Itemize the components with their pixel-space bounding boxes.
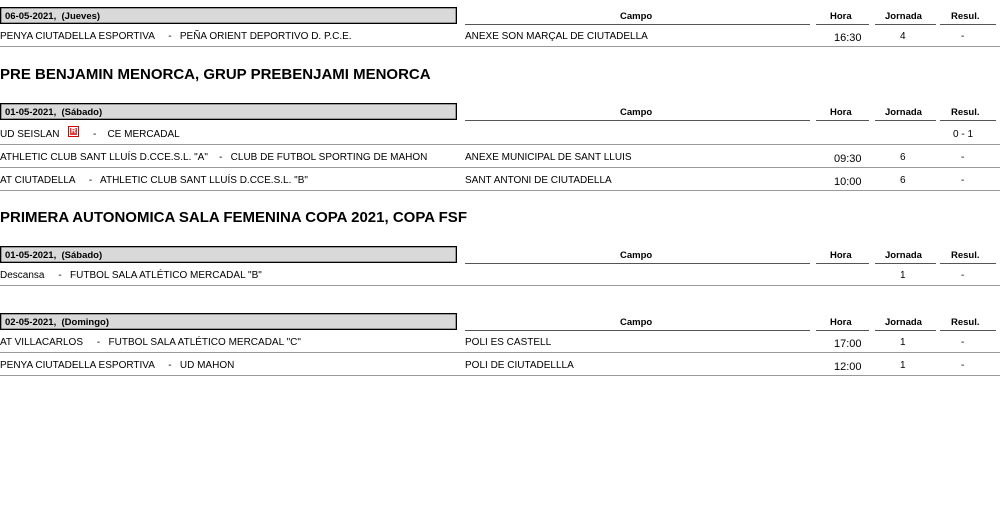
match-home-team: UD SEISLAN	[0, 129, 60, 140]
match-campo: ANEXE MUNICIPAL DE SANT LLUIS	[465, 152, 632, 163]
match-jornada: 1	[900, 337, 906, 348]
row-divider	[0, 352, 1000, 353]
header-underline	[465, 24, 810, 25]
header-underline	[816, 120, 869, 121]
reserve-badge-icon: R	[68, 126, 79, 137]
match-resul: -	[961, 337, 965, 348]
header-campo: Campo	[620, 250, 653, 261]
match-teams: AT VILLACARLOS - FUTBOL SALA ATLÉTICO MERCADAL "C"	[0, 337, 301, 348]
match-resul: 0 - 1	[953, 129, 974, 140]
row-divider	[0, 144, 1000, 145]
match-campo: POLI DE CIUTADELLLA	[465, 360, 574, 371]
match-away-team: - CE MERCADAL	[93, 129, 180, 140]
date-header	[0, 7, 457, 24]
match-resul: -	[961, 360, 965, 371]
header-campo: Campo	[620, 11, 653, 22]
header-underline	[875, 263, 936, 264]
match-resul: -	[961, 31, 965, 42]
row-divider	[0, 190, 1000, 191]
match-jornada: 1	[900, 270, 906, 281]
date-label: 06-05-2021, (Jueves)	[5, 11, 101, 22]
match-resul: -	[961, 270, 965, 281]
header-hora: Hora	[830, 107, 852, 118]
header-resul: Resul.	[951, 250, 980, 261]
match-jornada: 6	[900, 175, 906, 186]
header-underline	[816, 263, 869, 264]
match-resul: -	[961, 152, 965, 163]
header-underline	[875, 120, 936, 121]
match-hora: 16:30	[834, 32, 862, 44]
match-jornada: 4	[900, 31, 906, 42]
header-underline	[465, 263, 810, 264]
header-underline	[940, 120, 996, 121]
row-divider	[0, 375, 1000, 376]
header-underline	[465, 330, 810, 331]
header-jornada: Jornada	[885, 317, 922, 328]
header-jornada: Jornada	[885, 107, 922, 118]
match-resul: -	[961, 175, 965, 186]
header-resul: Resul.	[951, 317, 980, 328]
header-underline	[875, 24, 936, 25]
date-label: 02-05-2021, (Domingo)	[5, 317, 109, 328]
header-campo: Campo	[620, 107, 653, 118]
match-campo: ANEXE SON MARÇAL DE CIUTADELLA	[465, 31, 648, 42]
match-teams: PENYA CIUTADELLA ESPORTIVA - UD MAHON	[0, 360, 235, 371]
header-hora: Hora	[830, 317, 852, 328]
match-teams: PENYA CIUTADELLA ESPORTIVA - PEÑA ORIENT DEPORTIVO D. P.C.E.	[0, 31, 352, 42]
match-jornada: 6	[900, 152, 906, 163]
row-divider	[0, 46, 1000, 47]
header-jornada: Jornada	[885, 11, 922, 22]
date-label: 01-05-2021, (Sábado)	[5, 107, 103, 118]
match-teams: Descansa - FUTBOL SALA ATLÉTICO MERCADAL "B"	[0, 270, 262, 281]
row-divider	[0, 285, 1000, 286]
match-hora: 12:00	[834, 361, 862, 373]
match-teams: AT CIUTADELLA - ATHLETIC CLUB SANT LLUÍS D.CCE.S.L. "B"	[0, 175, 308, 186]
header-hora: Hora	[830, 11, 852, 22]
header-underline	[465, 120, 810, 121]
header-underline	[816, 24, 869, 25]
header-underline	[875, 330, 936, 331]
section-title: PRIMERA AUTONOMICA SALA FEMENINA COPA 2021, COPA FSF	[0, 209, 467, 226]
match-teams: ATHLETIC CLUB SANT LLUÍS D.CCE.S.L. "A" - CLUB DE FUTBOL SPORTING DE MAHON	[0, 152, 428, 163]
match-hora: 09:30	[834, 153, 862, 165]
match-hora: 10:00	[834, 176, 862, 188]
header-underline	[940, 263, 996, 264]
header-resul: Resul.	[951, 107, 980, 118]
match-hora: 17:00	[834, 338, 862, 350]
section-title: PRE BENJAMIN MENORCA, GRUP PREBENJAMI MENORCA	[0, 66, 431, 83]
date-header	[0, 103, 457, 120]
header-underline	[940, 24, 996, 25]
header-jornada: Jornada	[885, 250, 922, 261]
header-resul: Resul.	[951, 11, 980, 22]
date-label: 01-05-2021, (Sábado)	[5, 250, 103, 261]
match-campo: POLI ES CASTELL	[465, 337, 552, 348]
header-campo: Campo	[620, 317, 653, 328]
match-campo: SANT ANTONI DE CIUTADELLA	[465, 175, 612, 186]
header-underline	[940, 330, 996, 331]
header-underline	[816, 330, 869, 331]
match-jornada: 1	[900, 360, 906, 371]
header-hora: Hora	[830, 250, 852, 261]
date-header	[0, 246, 457, 263]
date-header	[0, 313, 457, 330]
row-divider	[0, 167, 1000, 168]
